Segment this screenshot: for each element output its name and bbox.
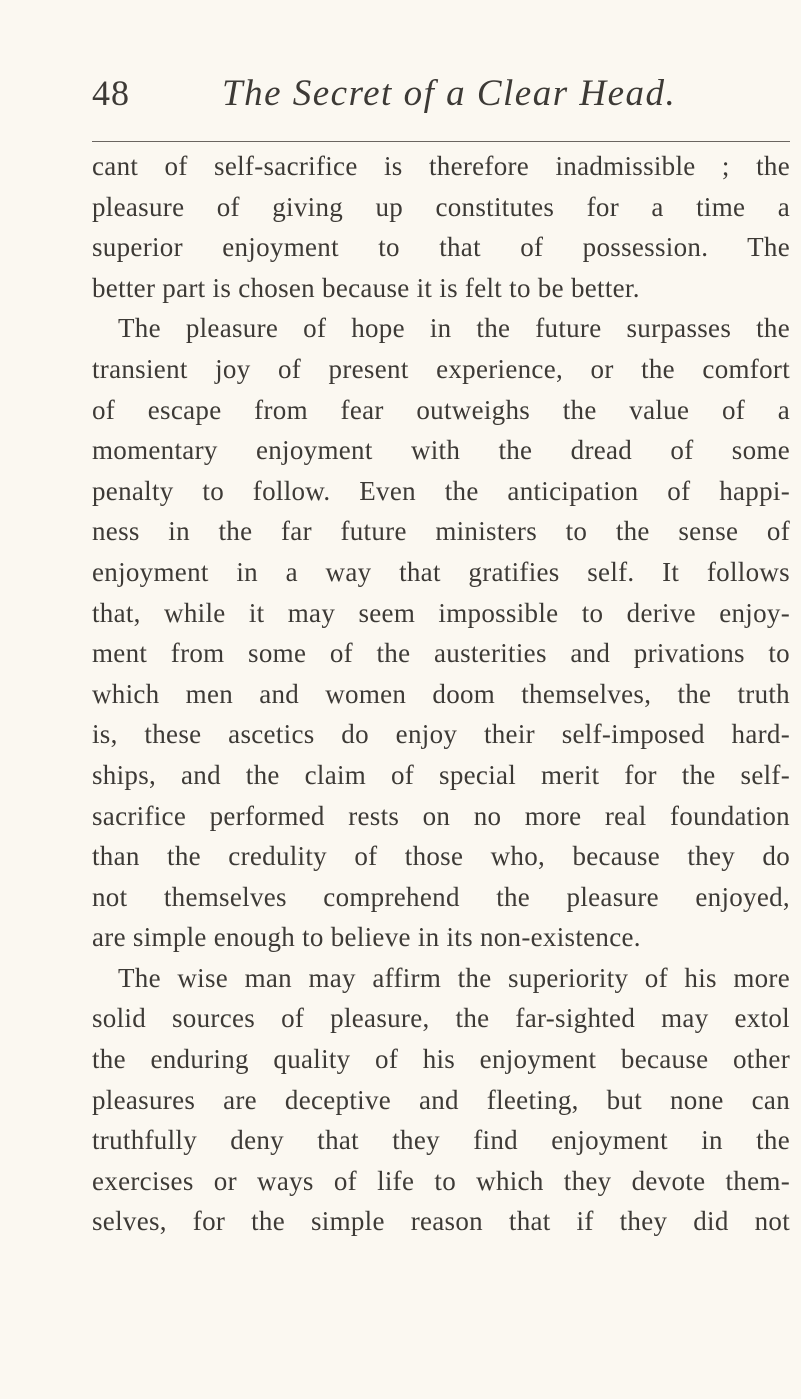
header-rule [92,141,790,142]
text-line: solid sources of pleasure, the far-sighted may extol [92,1003,790,1034]
text-line: that, while it may seem impossible to derive enjoy- [92,597,790,628]
text-line: ships, and the claim of special merit for the self- [92,759,790,790]
page-number: 48 [92,73,130,113]
text-line: cant of self-sacrifice is therefore inadmissible ; the [92,151,790,181]
text-line: exercises or ways of life to which they devote them- [92,1165,790,1196]
text-line: truthfully deny that they find enjoyment in the [92,1125,790,1156]
text-line: ment from some of the austerities and privations to [92,638,790,669]
running-title: The Secret of a Clear Head. [222,73,677,114]
text-line: not themselves comprehend the pleasure enjoyed, [92,881,790,912]
text-line: ness in the far future ministers to the sense of [92,516,790,547]
text-line: transient joy of present experience, or the comfort [92,353,790,384]
text-line: than the credulity of those who, because they do [92,841,790,872]
text-line: penalty to follow. Even the anticipation of happi- [92,475,790,506]
text-line: better part is chosen because it is felt to be better. [92,272,640,303]
text-line: superior enjoyment to that of possession. The [92,232,790,263]
page-header [92,72,792,130]
text-line: is, these ascetics do enjoy their self-imposed hard- [92,719,790,750]
text-line: momentary enjoyment with the dread of some [92,435,790,466]
text-line: are simple enough to believe in its non-existence. [92,922,641,953]
text-line: selves, for the simple reason that if they did not [92,1206,790,1237]
text-line: enjoyment in a way that gratifies self. It follows [92,556,790,587]
text-line: The wise man may affirm the superiority of his more [118,962,790,993]
body-text [92,146,790,1242]
text-line: which men and women doom themselves, the truth [92,678,790,709]
text-line: pleasure of giving up constitutes for a time a [92,191,790,222]
text-line: the enduring quality of his enjoyment because other [92,1044,790,1075]
text-line: pleasures are deceptive and fleeting, but none can [92,1084,790,1115]
text-line: The pleasure of hope in the future surpasses the [118,313,790,344]
text-line: of escape from fear outweighs the value of a [92,394,790,425]
text-line: sacrifice performed rests on no more real foundation [92,800,790,831]
